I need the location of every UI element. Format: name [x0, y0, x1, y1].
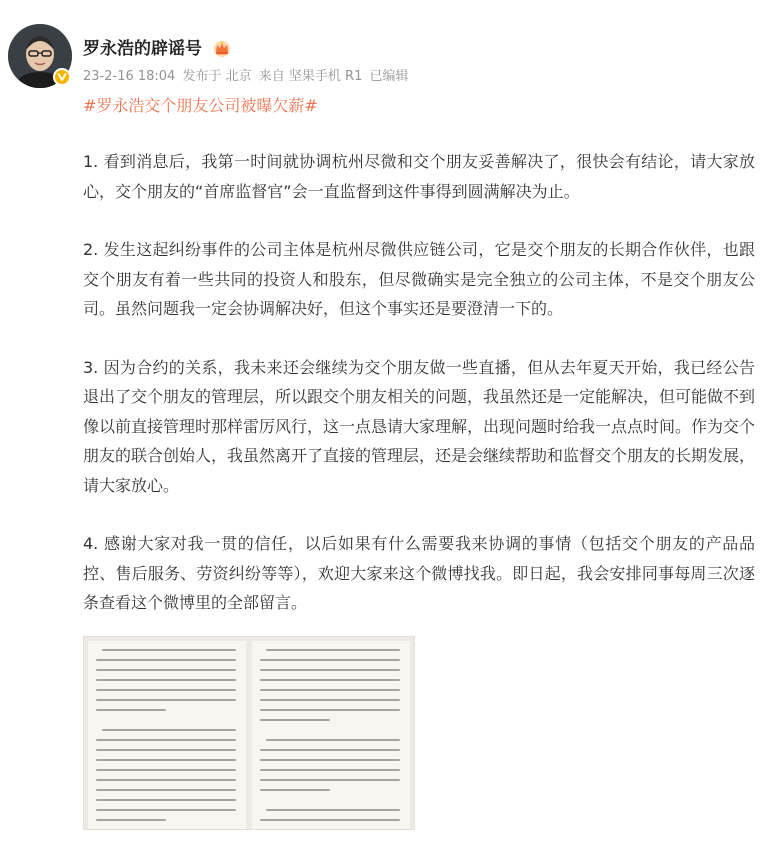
thumbnail-text-line [266, 809, 400, 811]
post-image-thumbnail[interactable] [83, 636, 415, 830]
post-paragraph-3: 3. 因为合约的关系，我未来还会继续为交个朋友做一些直播，但从去年夏天开始，我已经公告退出了交个朋友的管理层，所以跟交个朋友相关的问题，我虽然还是一定能解决，但可能做不到像以前直接管理时那样雷厉风行，这一点恳请大家理解，出现问题时给我一点点时间。作为交个朋友的联合创始人，我虽然离开了直接的管理层，还是会继续帮助和监督交个朋友的长期发展，请大家放心。 [83, 357, 756, 495]
thumbnail-text-line [96, 669, 236, 671]
thumbnail-text-line [260, 689, 400, 691]
hashtag-link[interactable]: #罗永浩交个朋友公司被曝欠薪# [83, 96, 318, 115]
thumbnail-text-line [260, 759, 400, 761]
post-meta [83, 65, 412, 84]
crown-icon [212, 39, 232, 57]
thumbnail-text-line [260, 659, 400, 661]
thumbnail-text-line [96, 739, 236, 741]
thumbnail-text-line [260, 709, 400, 711]
post-paragraph-4: 4. 感谢大家对我一贯的信任，以后如果有什么需要我来协调的事情（包括交个朋友的产品品控、售后服务、劳资纠纷等等），欢迎大家来这个微博找我。即日起，我会安排同事每周三次逐条查看这个微博里的全部留言。 [83, 534, 755, 612]
thumbnail-text-line [96, 709, 166, 711]
thumbnail-text-line [96, 699, 236, 701]
thumbnail-text-line [260, 719, 330, 721]
thumbnail-text-line [260, 699, 400, 701]
post-date[interactable]: 23-2-16 18:04 [83, 69, 176, 84]
thumbnail-text-line [96, 749, 236, 751]
thumbnail-text-line [96, 759, 236, 761]
post-paragraph-1: 1. 看到消息后，我第一时间就协调杭州尽微和交个朋友妥善解决了，很快会有结论，请大家放心，交个朋友的“首席监督官”会一直监督到这件事得到圆满解决为止。 [83, 152, 755, 201]
thumbnail-text-line [96, 819, 166, 821]
thumbnail-text-line [96, 679, 236, 681]
thumbnail-text-line [102, 649, 236, 651]
verified-badge-icon [53, 68, 71, 86]
post-paragraph-2: 2. 发生这起纠纷事件的公司主体是杭州尽微供应链公司，它是交个朋友的长期合作伙伴，也跟交个朋友有着一些共同的投资人和股东，但尽微确实是完全独立的公司主体，不是交个朋友公司。虽然问题我一定会协调解决好，但这个事实还是要澄清一下的。 [83, 240, 755, 318]
thumbnail-text-line [260, 679, 400, 681]
thumbnail-text-line [260, 769, 400, 771]
thumbnail-text-line [266, 649, 400, 651]
thumbnail-text-line [260, 829, 400, 830]
document-page-right [252, 641, 410, 829]
thumbnail-text-line [96, 779, 236, 781]
author-name-text[interactable]: 罗永浩的辟谣号 [83, 39, 202, 59]
thumbnail-text-line [96, 789, 236, 791]
author-name[interactable] [83, 34, 232, 59]
thumbnail-text-line [260, 669, 400, 671]
post-location: 发布于 北京 [182, 69, 252, 84]
thumbnail-text-line [96, 809, 236, 811]
thumbnail-text-line [96, 769, 236, 771]
thumbnail-text-line [266, 739, 400, 741]
thumbnail-text-line [96, 659, 236, 661]
thumbnail-text-line [96, 799, 236, 801]
post-body [83, 147, 755, 647]
thumbnail-text-line [260, 779, 400, 781]
document-page-left [88, 641, 246, 829]
thumbnail-text-line [260, 749, 400, 751]
post-source: 来自 坚果手机 R1 [258, 69, 363, 84]
post-edited-label[interactable]: 已编辑 [369, 69, 409, 84]
thumbnail-text-line [96, 689, 236, 691]
thumbnail-text-line [260, 819, 400, 821]
thumbnail-text-line [260, 789, 330, 791]
thumbnail-text-line [102, 729, 236, 731]
